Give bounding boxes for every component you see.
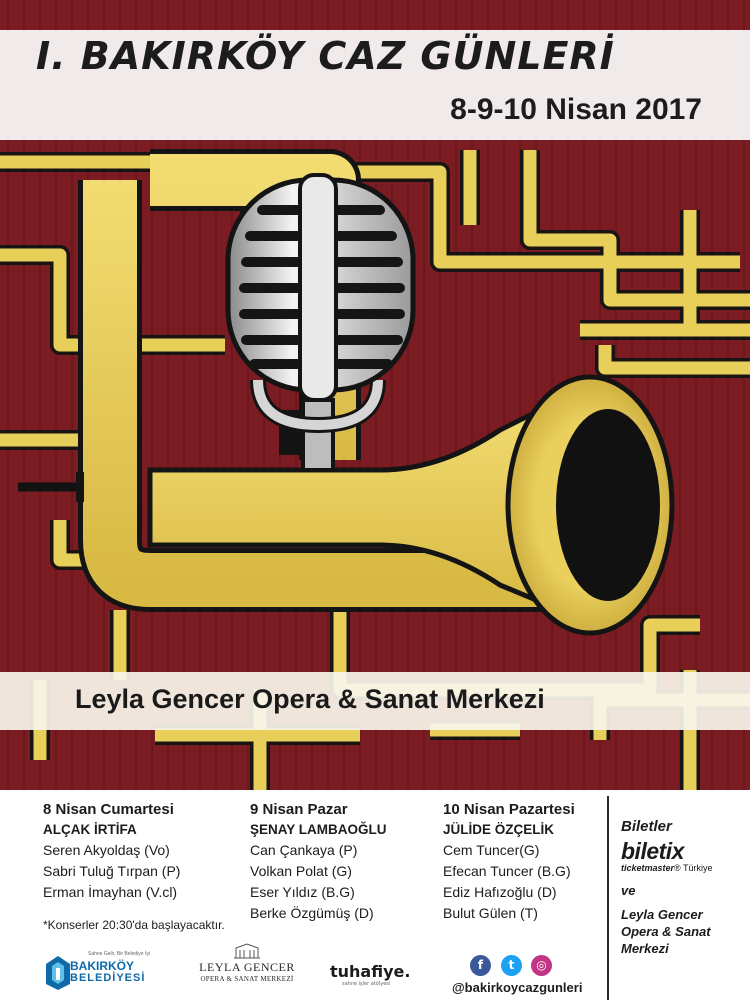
band-member: Bulut Gülen (T) bbox=[443, 905, 538, 921]
day-date: 8 Nisan Cumartesi bbox=[43, 801, 174, 818]
ticket-venue-line: Opera & Sanat bbox=[621, 924, 711, 939]
band-member: Can Çankaya (P) bbox=[250, 842, 358, 858]
ticket-venue bbox=[621, 906, 750, 957]
building-icon bbox=[232, 942, 262, 960]
day-date: 9 Nisan Pazar bbox=[250, 801, 348, 818]
ticketmaster-brand: ticketmaster bbox=[621, 863, 675, 873]
act-name: ALÇAK İRTİFA bbox=[43, 822, 137, 837]
social-handle[interactable]: @bakirkoycazgunleri bbox=[452, 980, 583, 995]
instagram-icon[interactable]: ◎ bbox=[531, 955, 552, 976]
band-member: Efecan Tuncer (B.G) bbox=[443, 863, 571, 879]
band-member: Cem Tuncer(G) bbox=[443, 842, 540, 858]
band-member: Erman İmayhan (V.cl) bbox=[43, 884, 178, 900]
band-member: Eser Yıldız (B.G) bbox=[250, 884, 355, 900]
bakirkoy-line2: BELEDİYESİ bbox=[70, 972, 146, 984]
lg-logo-line2: OPERA & SANAT MERKEZİ bbox=[200, 975, 294, 983]
day-column-1 bbox=[43, 800, 180, 903]
act-name: JÜLİDE ÖZÇELİK bbox=[443, 822, 555, 837]
bakirkoy-line1: BAKIRKÖY bbox=[70, 959, 135, 973]
band-member: Volkan Polat (G) bbox=[250, 863, 352, 879]
day-column-3 bbox=[443, 800, 575, 924]
facebook-icon[interactable]: f bbox=[470, 955, 491, 976]
ticket-venue-line: Leyla Gencer bbox=[621, 907, 703, 922]
festival-date: 8-9-10 Nisan 2017 bbox=[450, 93, 702, 126]
ticketmaster-label: ticketmaster® Türkiye bbox=[621, 863, 713, 873]
band-member: Ediz Hafızoğlu (D) bbox=[443, 884, 557, 900]
festival-title: I. BAKIRKÖY CAZ GÜNLERİ bbox=[36, 34, 615, 78]
band-member: Berke Özgümüş (D) bbox=[250, 905, 374, 921]
day-column-2 bbox=[250, 800, 387, 924]
band-member: Seren Akyoldaş (Vo) bbox=[43, 842, 170, 858]
bakirkoy-small-text: Sahne Gelir, Bir Belediye İşi bbox=[88, 951, 150, 957]
tuhafiye-logo bbox=[330, 962, 411, 987]
and-label: ve bbox=[621, 883, 636, 898]
bakirkoy-logo-text bbox=[70, 951, 150, 984]
band-member: Sabri Tuluğ Tırpan (P) bbox=[43, 863, 181, 879]
venue-name: Leyla Gencer Opera & Sanat Merkezi bbox=[75, 684, 545, 714]
tuhafiye-small-text: sahne işler atölyesi bbox=[342, 981, 391, 987]
ticketmaster-country: Türkiye bbox=[683, 863, 713, 873]
social-icons bbox=[470, 955, 560, 977]
concert-time-note: *Konserler 20:30'da başlayacaktır. bbox=[43, 918, 225, 932]
act-name: ŞENAY LAMBAOĞLU bbox=[250, 822, 387, 837]
lg-logo-line1: LEYLA GENCER bbox=[199, 960, 295, 974]
tickets-label: Biletler bbox=[621, 818, 672, 835]
biletix-logo[interactable]: biletix bbox=[621, 838, 684, 864]
ticket-info bbox=[607, 796, 750, 1000]
tuhafiye-text: tuhafiye. bbox=[330, 962, 411, 981]
ticket-venue-line: Merkezi bbox=[621, 941, 669, 956]
day-date: 10 Nisan Pazartesi bbox=[443, 801, 575, 818]
twitter-icon[interactable]: t bbox=[501, 955, 522, 976]
leyla-gencer-logo bbox=[198, 942, 296, 994]
